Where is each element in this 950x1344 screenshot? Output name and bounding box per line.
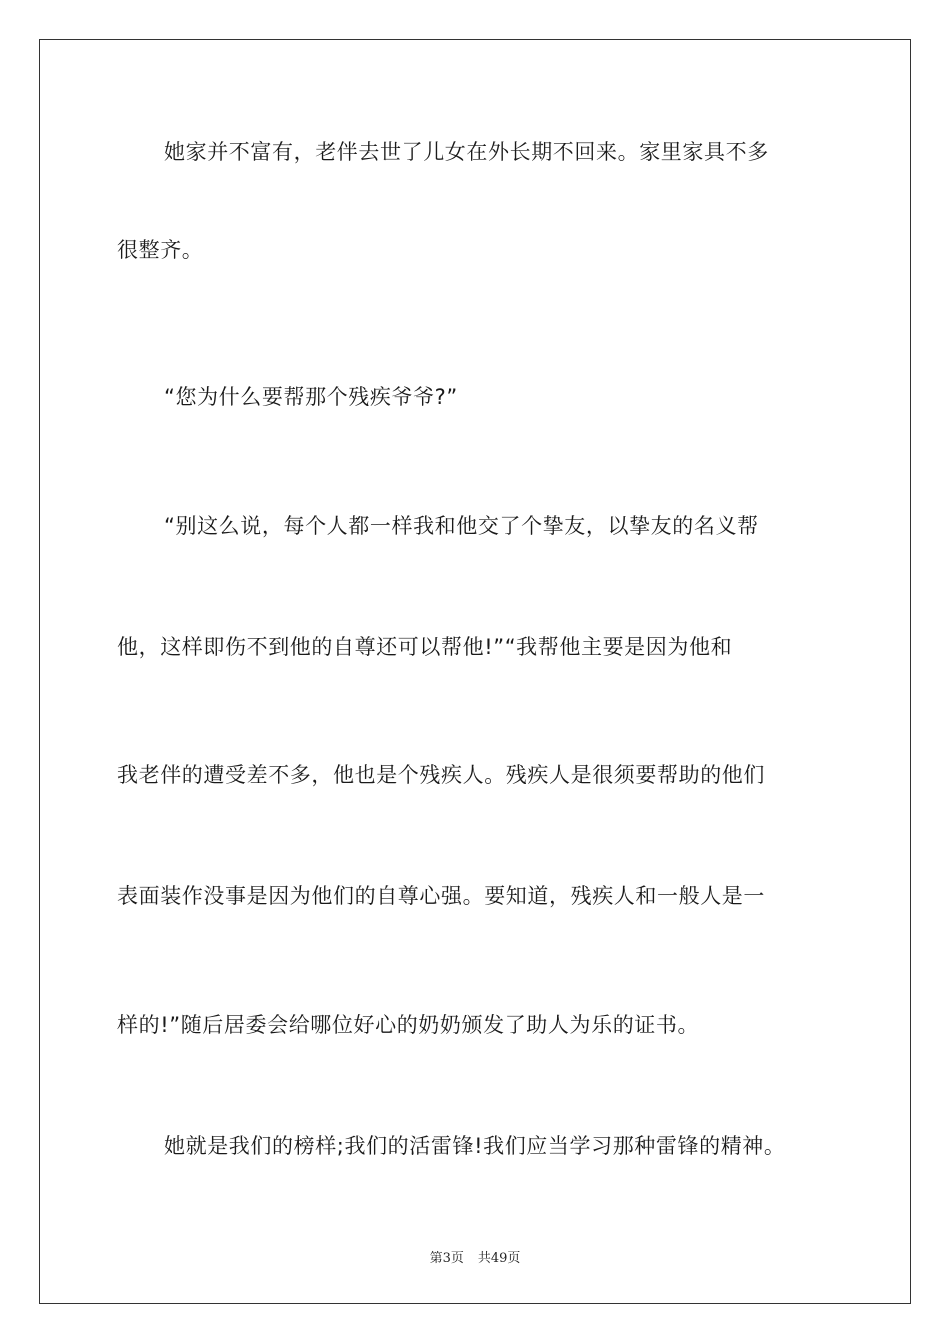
paragraph-line: “您为什么要帮那个残疾爷爷?” xyxy=(164,385,458,409)
paragraph-line: 很整齐。 xyxy=(117,238,204,262)
paragraph-line: 我老伴的遭受差不多，他也是个残疾人。残疾人是很须要帮助的他们 xyxy=(117,763,765,787)
paragraph-line: 她家并不富有，老伴去世了儿女在外长期不回来。家里家具不多 xyxy=(164,140,769,164)
page-frame xyxy=(39,39,911,1304)
paragraph-line: 表面装作没事是因为他们的自尊心强。要知道，残疾人和一般人是一 xyxy=(117,884,765,908)
page-footer xyxy=(0,1247,950,1266)
page-number: 第3页 xyxy=(429,1251,464,1266)
paragraph-line: 样的!”随后居委会给哪位好心的奶奶颁发了助人为乐的证书。 xyxy=(117,1013,700,1037)
paragraph-line: 他，这样即伤不到他的自尊还可以帮他!”“我帮他主要是因为他和 xyxy=(117,635,733,659)
page-total: 共49页 xyxy=(477,1251,521,1266)
paragraph-line: “别这么说，每个人都一样我和他交了个挚友，以挚友的名义帮 xyxy=(164,514,759,538)
paragraph-line: 她就是我们的榜样;我们的活雷锋!我们应当学习那种雷锋的精神。 xyxy=(164,1134,786,1158)
